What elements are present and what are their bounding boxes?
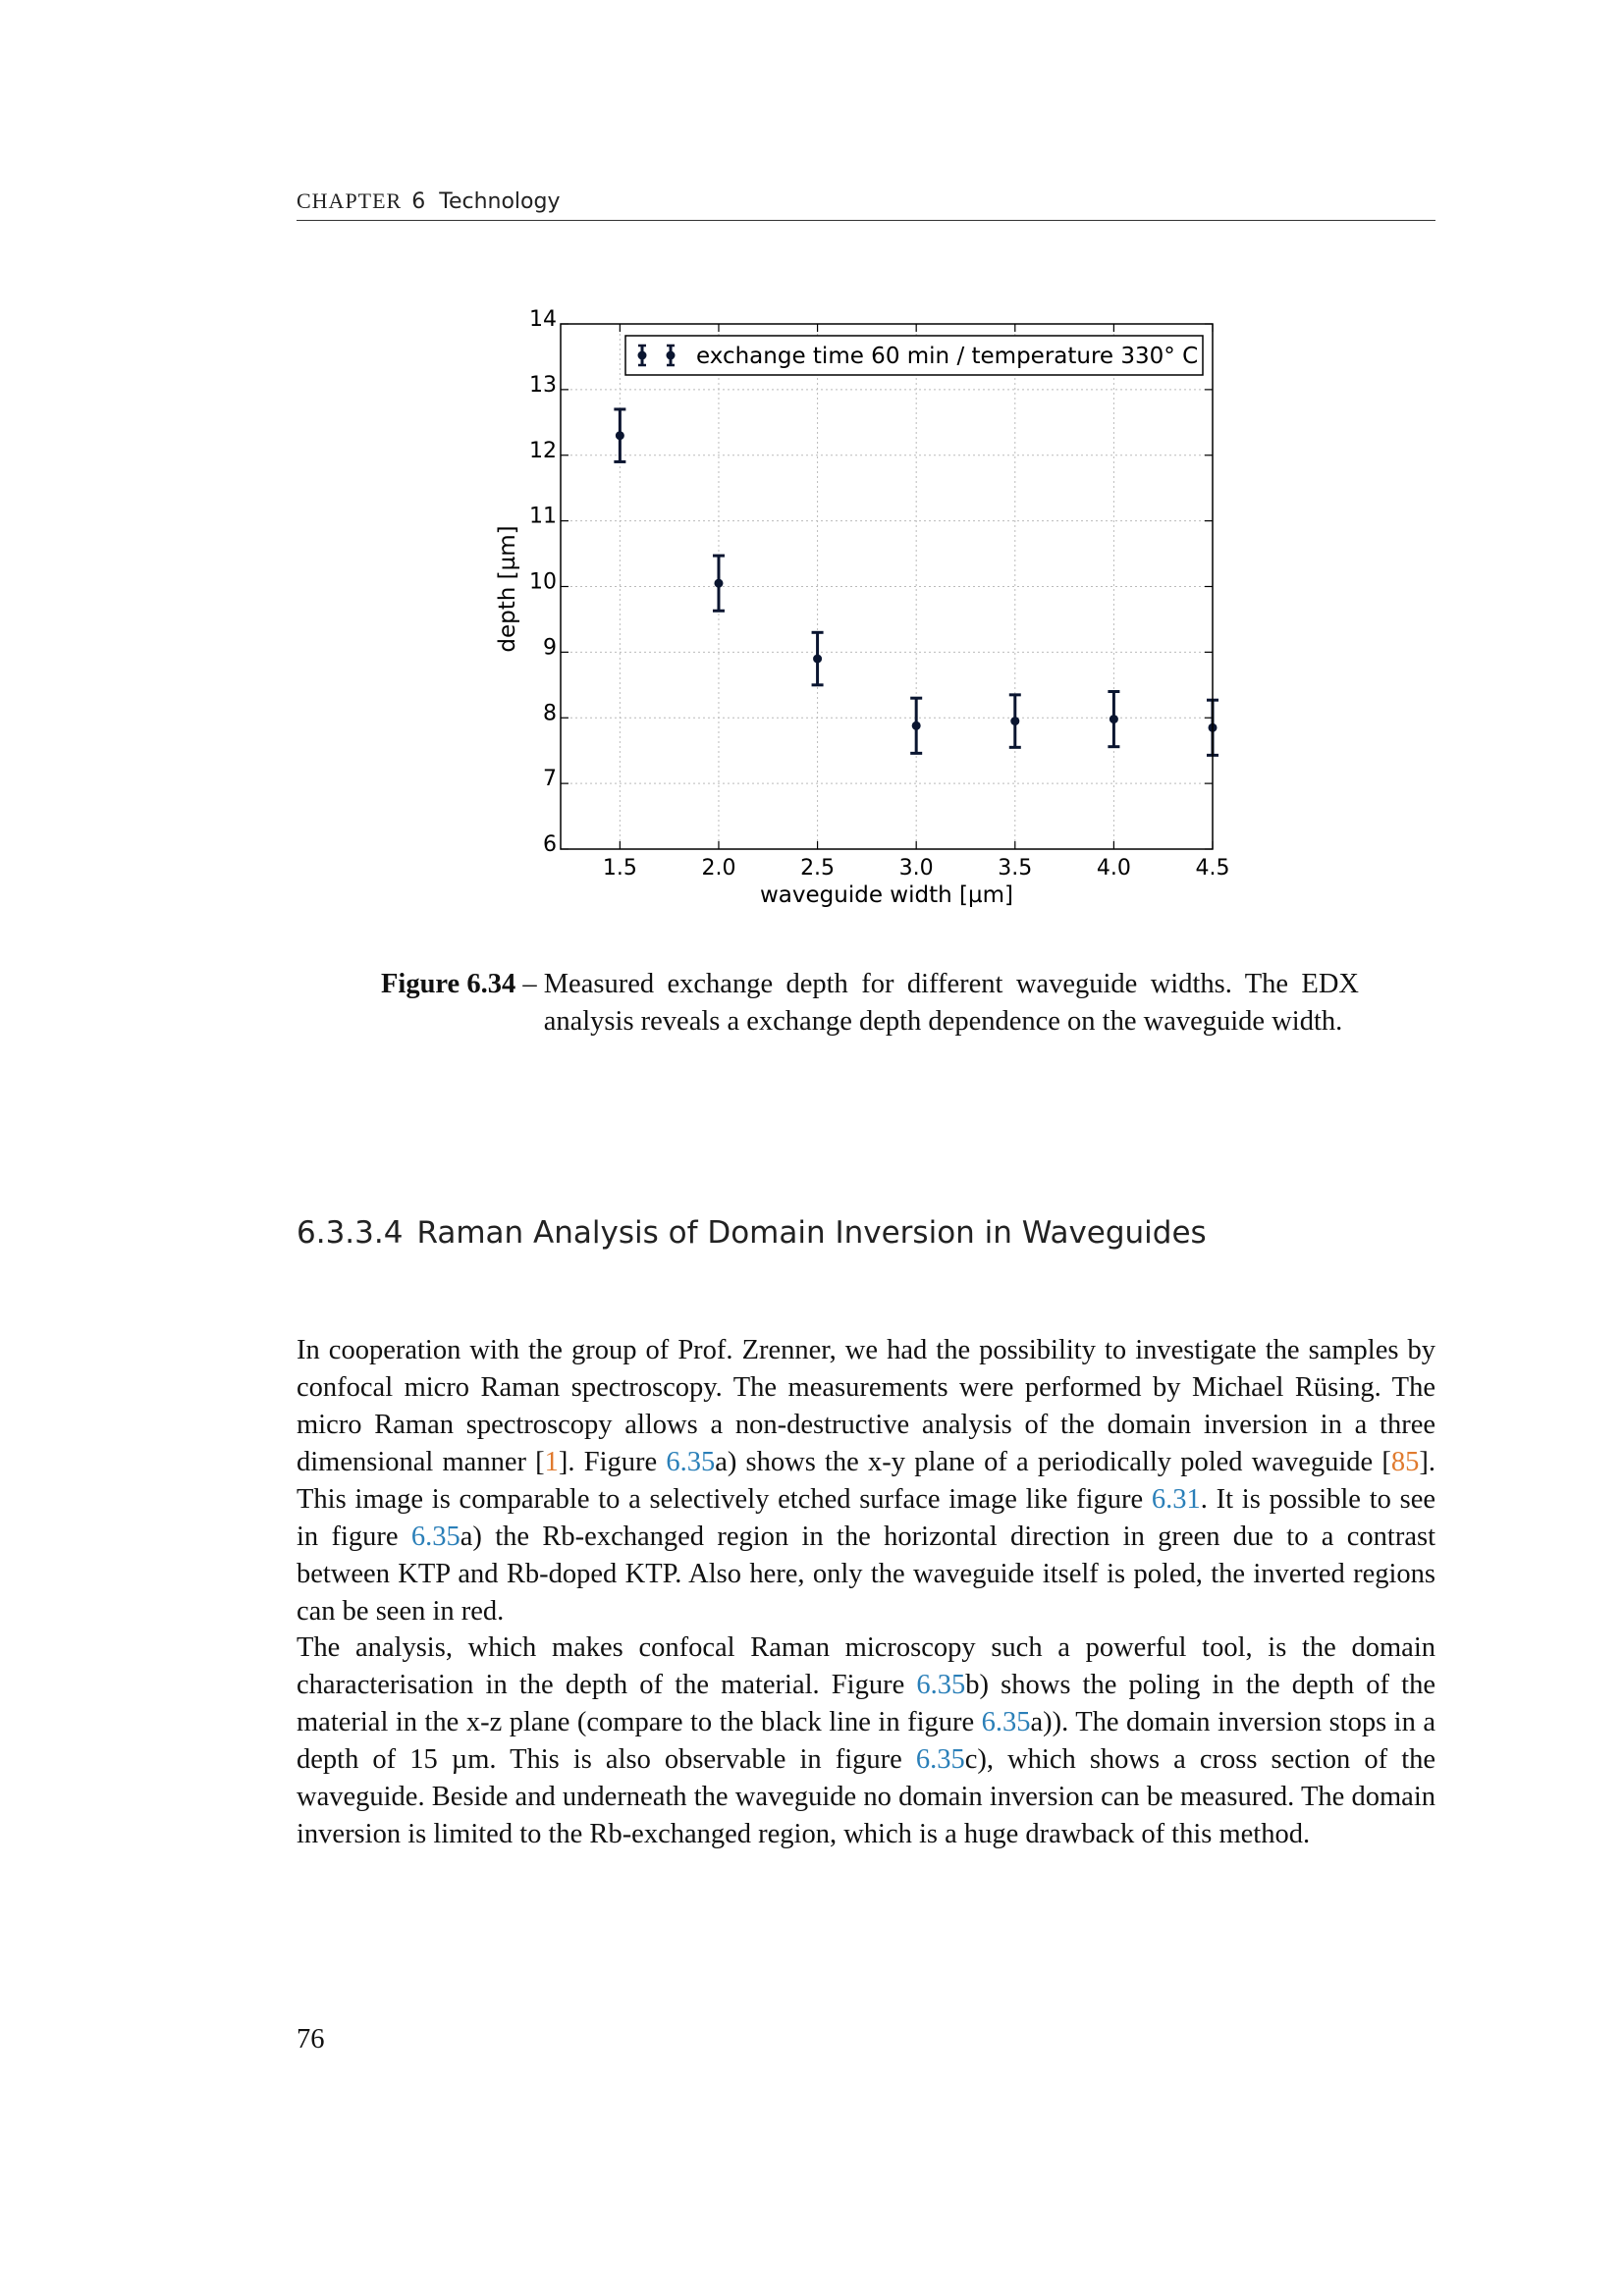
data-series [614,409,1218,755]
x-tick-label: 2.5 [800,856,836,881]
chapter-number: 6 [411,189,426,214]
figure-caption [381,966,1359,1041]
section-heading [297,1215,1207,1251]
x-tick-label: 3.0 [898,856,934,881]
page-number: 76 [297,2024,325,2055]
y-tick-label: 6 [543,832,557,857]
data-point [1010,717,1019,725]
x-axis-label: waveguide width [µm] [760,882,1013,908]
plot-frame [561,324,1213,849]
y-tick-label: 9 [543,635,557,661]
running-header [297,188,1435,221]
figure-label: Figure 6.34 [381,969,516,999]
text-run: . It is possible to see in figure [297,1484,1435,1552]
section-number: 6.3.3.4 [297,1215,404,1251]
chapter-title: Technology [439,189,561,214]
y-axis-label: depth [µm] [495,525,520,653]
text-run: ]. This image is comparable to a selectively etched surface image like figure [297,1447,1435,1515]
x-tick-label: 4.0 [1096,856,1131,881]
data-point [616,431,624,440]
text-run: b) shows the poling in the depth of the material in the x-z plane (compare to the black line in figure [297,1670,1435,1737]
text-run: In cooperation with the group of Prof. Zrenner, we had the possibility to investigate the samples by confocal micro Raman spectroscopy. The measurements were performed by Michael Rüsing. The micro Raman spectroscopy allows a non-destructive analysis of the domain inversion in a three dimensional manner [ [297,1335,1435,1477]
axis-ticks [529,307,1230,881]
grid-lines [561,324,1213,849]
legend-marker-point [638,351,647,360]
y-tick-label: 11 [529,504,557,529]
data-point [714,579,723,588]
figure-link[interactable]: 6.35 [410,1522,460,1552]
text-run: c), which shows a cross section of the waveguide. Beside and underneath the waveguide no domain inversion can be measured. The domain inversion is limited to the Rb-exchanged region, which is a huge drawback of this method. [297,1744,1436,1849]
y-tick-label: 8 [543,701,557,726]
figure-link[interactable]: 6.35 [666,1447,716,1477]
figure-link[interactable]: 6.35 [981,1707,1031,1737]
caption-dash: – [515,969,544,999]
legend-marker-point [667,351,676,360]
text-run: a) the Rb-exchanged region in the horizontal direction in green due to a contrast between KTP and Rb-doped KTP. Also here, only the waveguide itself is poled, the inverted regions can be seen in red. [297,1522,1436,1627]
figure-link[interactable]: 6.35 [915,1744,965,1775]
y-tick-label: 12 [529,438,557,463]
text-run: The analysis, which makes confocal Raman microscopy such a powerful tool, is the domain characterisation in the depth of the material. Figure [297,1632,1435,1700]
data-point [1110,715,1118,723]
depth-vs-width-chart [471,294,1257,923]
paragraph-1 [297,1332,1435,1630]
paragraph-2 [297,1629,1435,1853]
legend-label: exchange time 60 min / temperature 330° C [696,344,1199,369]
data-point [912,721,921,730]
text-run: ]. Figure [558,1447,667,1477]
x-tick-label: 3.5 [998,856,1033,881]
y-tick-label: 10 [529,569,557,595]
x-tick-label: 4.5 [1195,856,1230,881]
citation-link[interactable]: 1 [544,1447,559,1477]
chapter-label: CHAPTER [297,188,403,213]
x-tick-label: 2.0 [701,856,736,881]
x-tick-label: 1.5 [602,856,637,881]
text-run: a)). The domain inversion stops in a depth of 15 µm. This is also observable in figure [297,1707,1435,1775]
y-tick-label: 7 [543,767,557,792]
y-tick-label: 13 [529,372,557,398]
figure-link[interactable]: 6.35 [916,1670,966,1700]
text-run: a) shows the x-y plane of a periodically poled waveguide [ [715,1447,1391,1477]
legend [625,336,1203,375]
caption-text: Measured exchange depth for different waveguide widths. The EDX analysis reveals a exchange depth dependence on the waveguide width. [543,969,1359,1037]
section-title: Raman Analysis of Domain Inversion in Waveguides [416,1215,1207,1251]
figure-link[interactable]: 6.31 [1151,1484,1201,1515]
data-point [813,655,822,664]
y-tick-label: 14 [529,307,557,332]
citation-link[interactable]: 85 [1390,1447,1420,1477]
